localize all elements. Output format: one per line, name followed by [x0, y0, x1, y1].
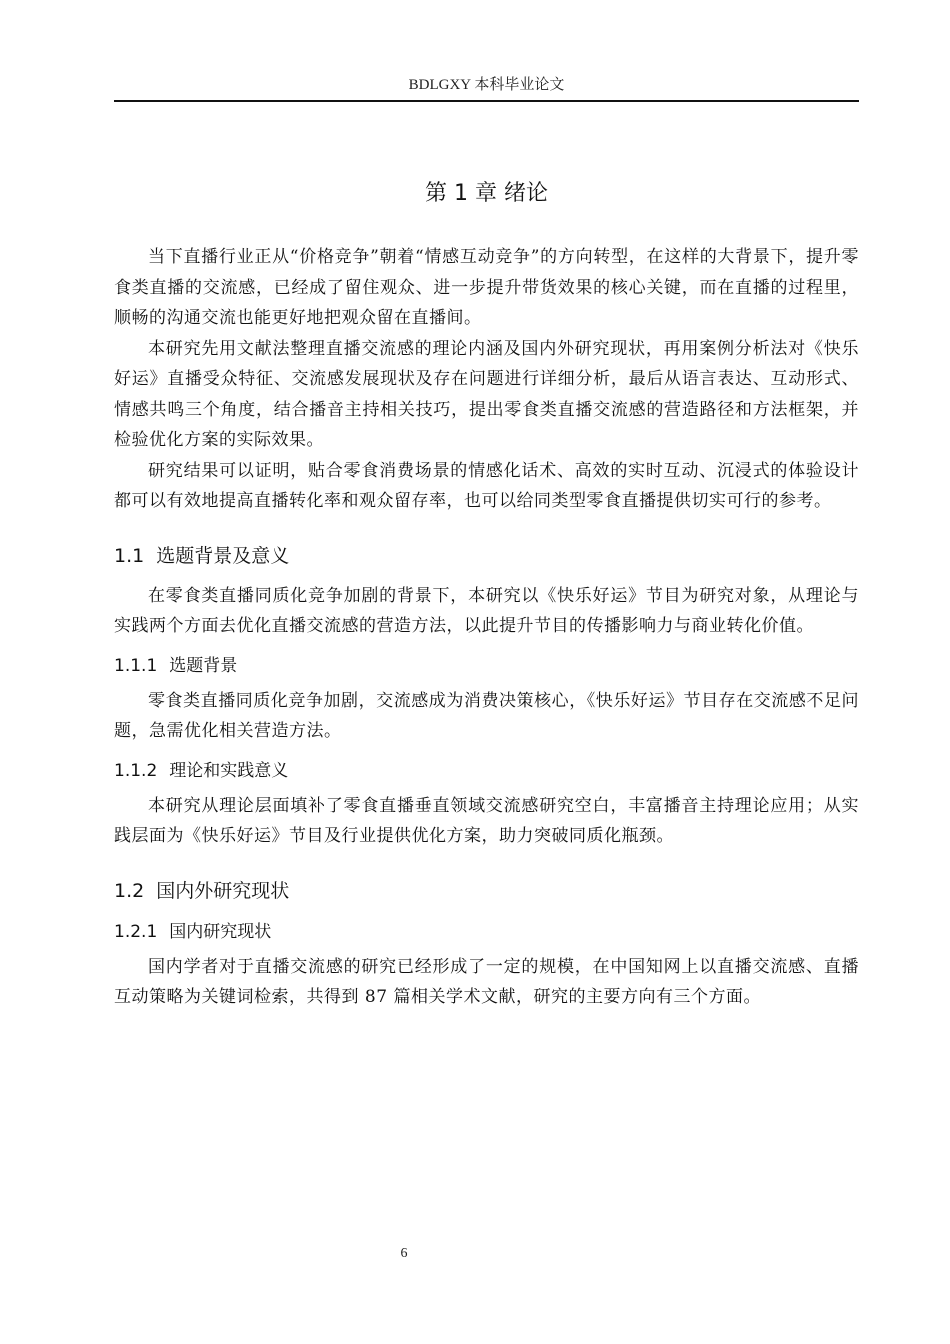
section-title: 理论和实践意义	[169, 760, 289, 781]
section-heading-1-2	[114, 874, 859, 908]
section-heading-1-1	[114, 539, 859, 573]
section-1-1-1-paragraph: 零食类直播同质化竞争加剧，交流感成为消费决策核心，《快乐好运》节目存在交流感不足问题，急需优化相关营造方法。	[114, 690, 859, 741]
section-title: 选题背景	[169, 655, 238, 676]
section-heading-1-1-2	[114, 755, 859, 787]
section-number: 1.1.1	[114, 655, 158, 676]
section-number: 1.1	[114, 544, 145, 567]
main-content	[114, 242, 859, 1013]
intro-paragraph-2: 本研究先用文献法整理直播交流感的理论内涵及国内外研究现状，再用案例分析法对《快乐好运》直播受众特征、交流感发展现状及存在问题进行详细分析，最后从语言表达、互动形式、情感共鸣三个角度，结合播音主持相关技巧，提出零食类直播交流感的营造路径和方法框架，并检验优化方案的实际效果。	[114, 338, 859, 450]
section-title: 选题背景及意义	[156, 544, 290, 567]
section-1-1-paragraph: 在零食类直播同质化竞争加剧的背景下，本研究以《快乐好运》节目为研究对象，从理论与实践两个方面去优化直播交流感的营造方法，以此提升节目的传播影响力与商业转化价值。	[114, 585, 859, 636]
intro-paragraph-1: 当下直播行业正从“价格竞争”朝着“情感互动竞争”的方向转型，在这样的大背景下，提升零食类直播的交流感，已经成了留住观众、进一步提升带货效果的核心关键，而在直播的过程里，顺畅的沟通交流也能更好地把观众留在直播间。	[114, 247, 859, 328]
section-heading-1-1-1	[114, 650, 859, 682]
section-heading-1-2-1	[114, 916, 859, 948]
section-1-2-1-paragraph: 国内学者对于直播交流感的研究已经形成了一定的规模，在中国知网上以直播交流感、直播互动策略为关键词检索，共得到 87 篇相关学术文献，研究的主要方向有三个方面。	[114, 956, 859, 1007]
section-number: 1.1.2	[114, 760, 158, 781]
section-1-1-2-paragraph: 本研究从理论层面填补了零食直播垂直领域交流感研究空白，丰富播音主持理论应用；从实践层面为《快乐好运》节目及行业提供优化方案，助力突破同质化瓶颈。	[114, 795, 859, 846]
section-title: 国内研究现状	[169, 921, 272, 942]
running-header: BDLGXY 本科毕业论文	[114, 72, 859, 102]
chapter-title: 第 1 章 绪论	[425, 181, 548, 206]
section-number: 1.2	[114, 879, 145, 902]
intro-paragraph-3: 研究结果可以证明，贴合零食消费场景的情感化话术、高效的实时互动、沉浸式的体验设计都可以有效地提高直播转化率和观众留存率，也可以给同类型零食直播提供切实可行的参考。	[114, 460, 859, 511]
page-number: 6	[400, 1246, 408, 1261]
section-title: 国内外研究现状	[156, 879, 290, 902]
section-number: 1.2.1	[114, 921, 158, 942]
